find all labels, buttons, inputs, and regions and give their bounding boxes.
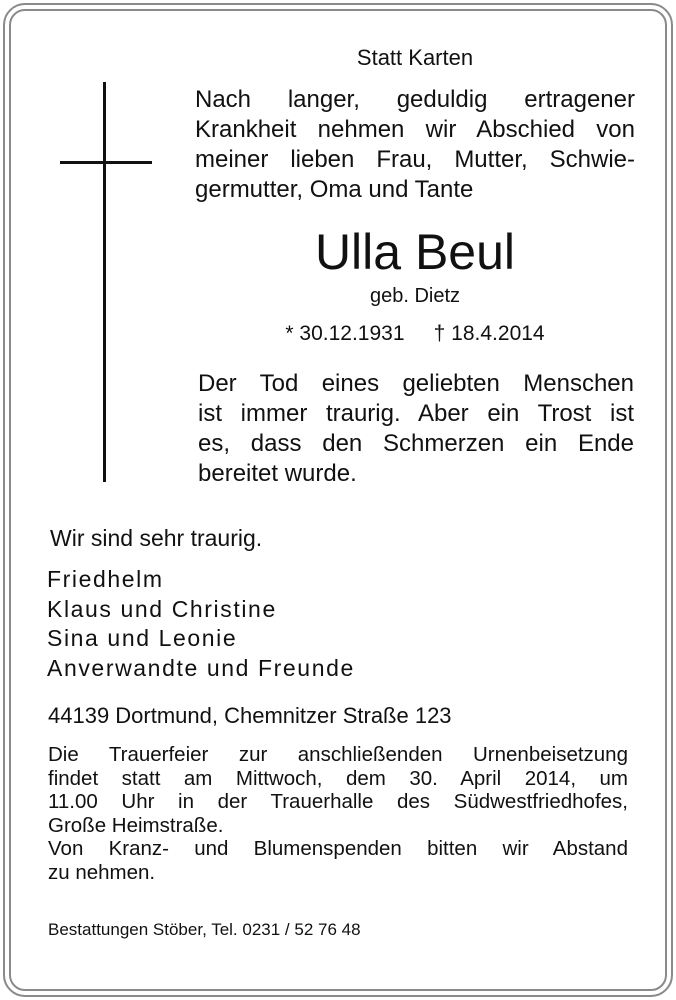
- deceased-name: Ulla Beul: [314, 224, 516, 280]
- intro-line: meiner lieben Frau, Mutter, Schwie-: [195, 146, 635, 173]
- cross-horizontal-bar: [60, 161, 152, 164]
- quote-line: es, dass den Schmerzen ein Ende: [198, 430, 634, 457]
- intro-line: germutter, Oma und Tante: [195, 176, 474, 203]
- mourner-name: Anverwandte und Freunde: [47, 654, 355, 681]
- ceremony-line: findet statt am Mittwoch, dem 30. April 2014, um: [48, 766, 628, 790]
- mourner-name: Klaus und Christine: [47, 595, 277, 622]
- intro-line: Krankheit nehmen wir Abschied von: [195, 116, 635, 143]
- cross-vertical-bar: [103, 82, 106, 482]
- quote-line: ist immer traurig. Aber ein Trost ist: [198, 400, 634, 427]
- ceremony-line: 11.00 Uhr in der Trauerhalle des Südwestfriedhofes,: [48, 790, 628, 813]
- intro-line: Nach langer, geduldig ertragener: [195, 86, 635, 113]
- mourner-name: Sina und Leonie: [47, 625, 238, 651]
- sad-statement: Wir sind sehr traurig.: [50, 525, 263, 551]
- maiden-name: geb. Dietz: [369, 285, 461, 307]
- ceremony-line: zu nehmen.: [48, 860, 156, 884]
- quote-line: Der Tod eines geliebten Menschen: [198, 370, 634, 397]
- ceremony-line: Große Heimstraße.: [48, 813, 224, 837]
- ceremony-line: Von Kranz- und Blumenspenden bitten wir Abstand: [48, 837, 628, 860]
- funeral-home: Bestattungen Stöber, Tel. 0231 / 52 76 48: [48, 920, 361, 939]
- quote-line: bereitet wurde.: [198, 460, 357, 487]
- ceremony-line: Die Trauerfeier zur anschließenden Urnenbeisetzung: [48, 743, 628, 766]
- heading: Statt Karten: [356, 45, 474, 70]
- ceremony-text: [48, 743, 628, 884]
- quote-text: [198, 369, 634, 489]
- intro-text: [195, 85, 635, 205]
- mourner-name: Friedhelm: [47, 566, 164, 592]
- address: 44139 Dortmund, Chemnitzer Straße 123: [48, 703, 452, 728]
- mourners-list: [47, 565, 355, 683]
- life-dates: * 30.12.1931 † 18.4.2014: [285, 322, 545, 345]
